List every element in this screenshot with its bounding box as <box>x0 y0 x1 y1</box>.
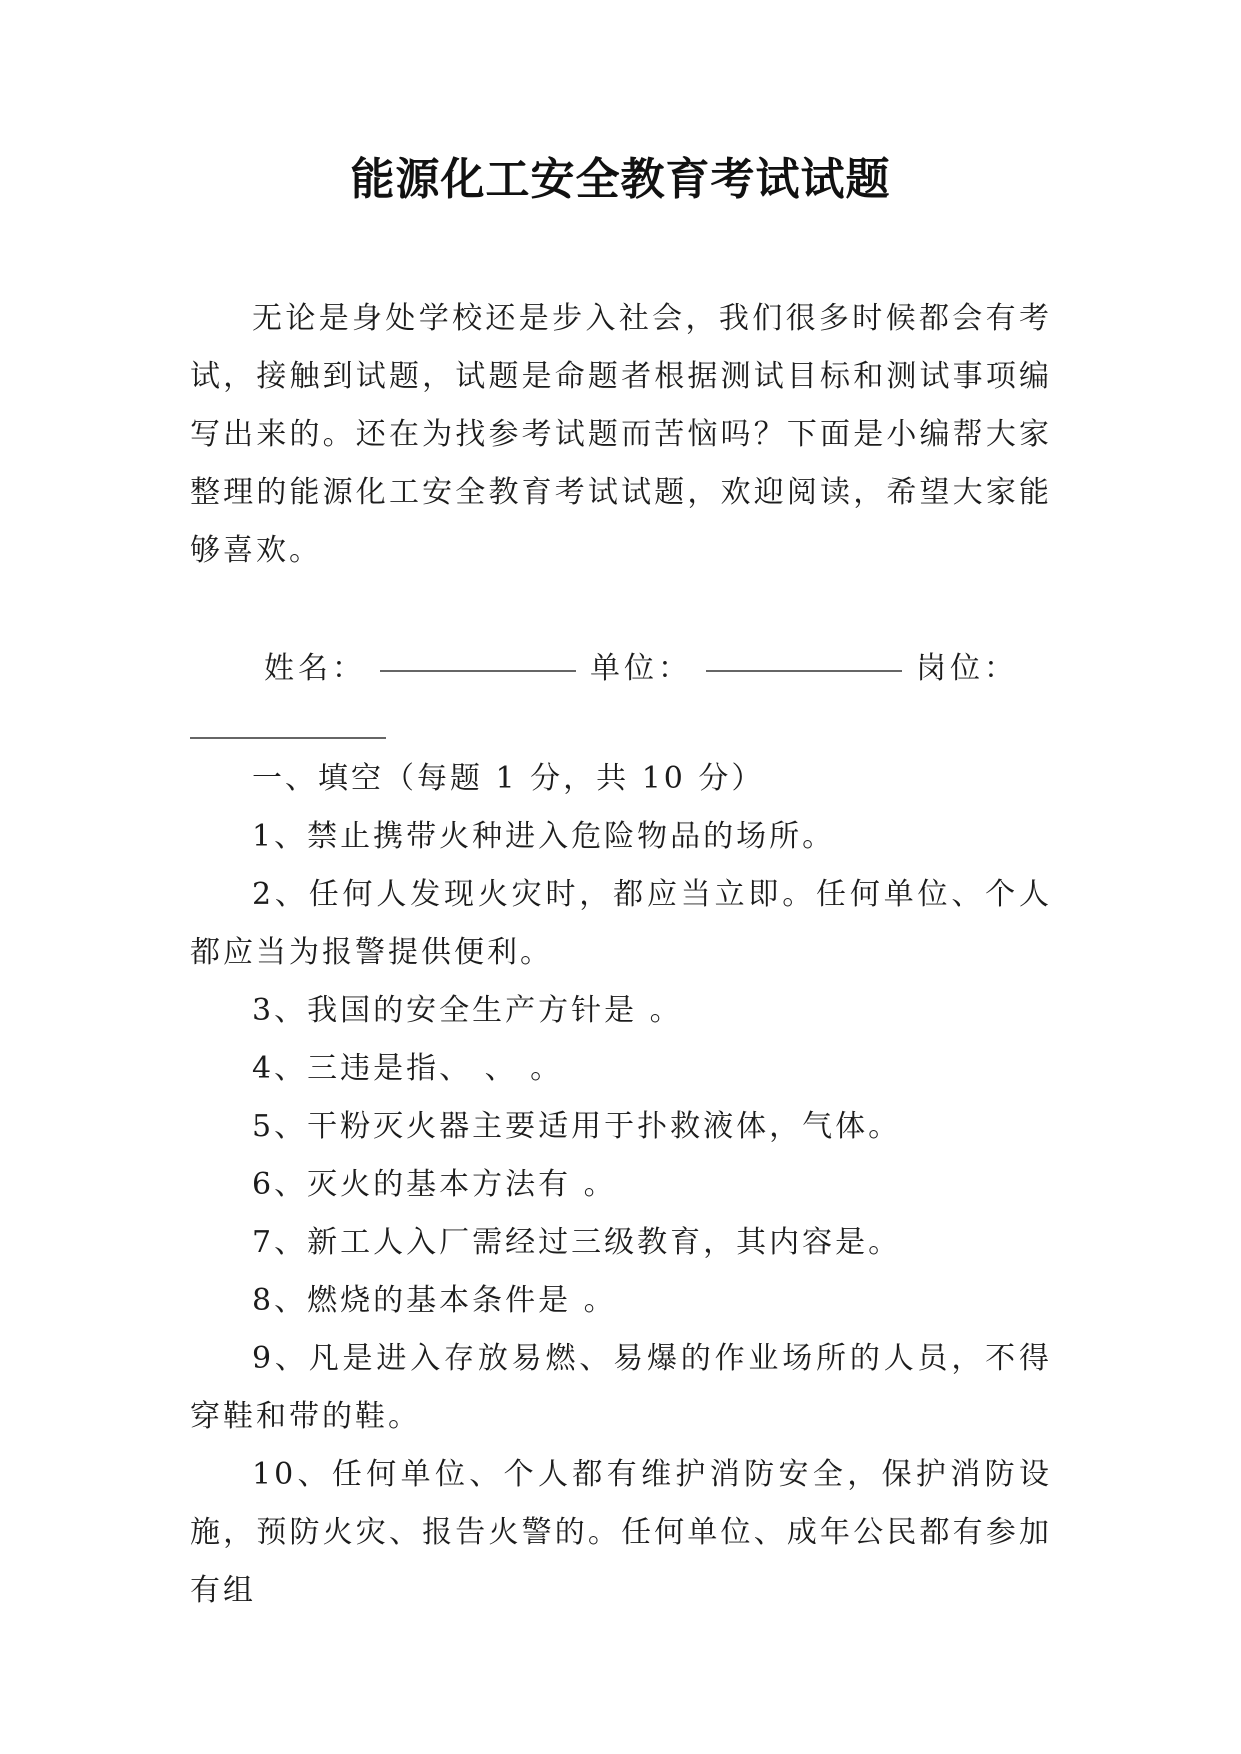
unit-label: 单位： <box>590 651 692 686</box>
name-label: 姓名： <box>264 651 366 686</box>
question-list <box>190 750 1052 1620</box>
question-item: 7、新工人入厂需经过三级教育，其内容是。 <box>252 1225 902 1260</box>
question-item: 4、三违是指、 、 。 <box>252 1051 564 1086</box>
question-item: 9、凡是进入存放易燃、易爆的作业场所的人员，不得穿鞋和带的鞋。 <box>190 1341 1052 1434</box>
question-item: 3、我国的安全生产方针是 。 <box>252 993 683 1028</box>
question-item: 5、干粉灭火器主要适用于扑救液体，气体。 <box>252 1109 902 1144</box>
post-blank <box>190 737 386 739</box>
question-item: 1、禁止携带火种进入危险物品的场所。 <box>252 819 836 854</box>
section-heading: 一、填空（每题 1 分，共 10 分） <box>252 761 765 796</box>
question-item: 10、任何单位、个人都有维护消防安全，保护消防设施，预防火灾、报告火警的。任何单位、成年公民都有参加有组 <box>190 1457 1052 1608</box>
name-blank <box>380 670 576 672</box>
document-title: 能源化工安全教育考试试题 <box>350 154 891 205</box>
intro-paragraph: 无论是身处学校还是步入社会，我们很多时候都会有考试，接触到试题，试题是命题者根据测试目标和测试事项编写出来的。还在为找参考试题而苦恼吗？下面是小编帮大家整理的能源化工安全教育考试试题，欢迎阅读，希望大家能够喜欢。 <box>190 301 1052 568</box>
question-item: 2、任何人发现火灾时，都应当立即。任何单位、个人都应当为报警提供便利。 <box>190 877 1052 970</box>
info-fields-row <box>190 640 1052 698</box>
question-item: 8、燃烧的基本条件是 。 <box>252 1283 617 1318</box>
unit-blank <box>706 670 902 672</box>
question-item: 6、灭火的基本方法有 。 <box>252 1167 617 1202</box>
post-label: 岗位： <box>916 651 1018 686</box>
